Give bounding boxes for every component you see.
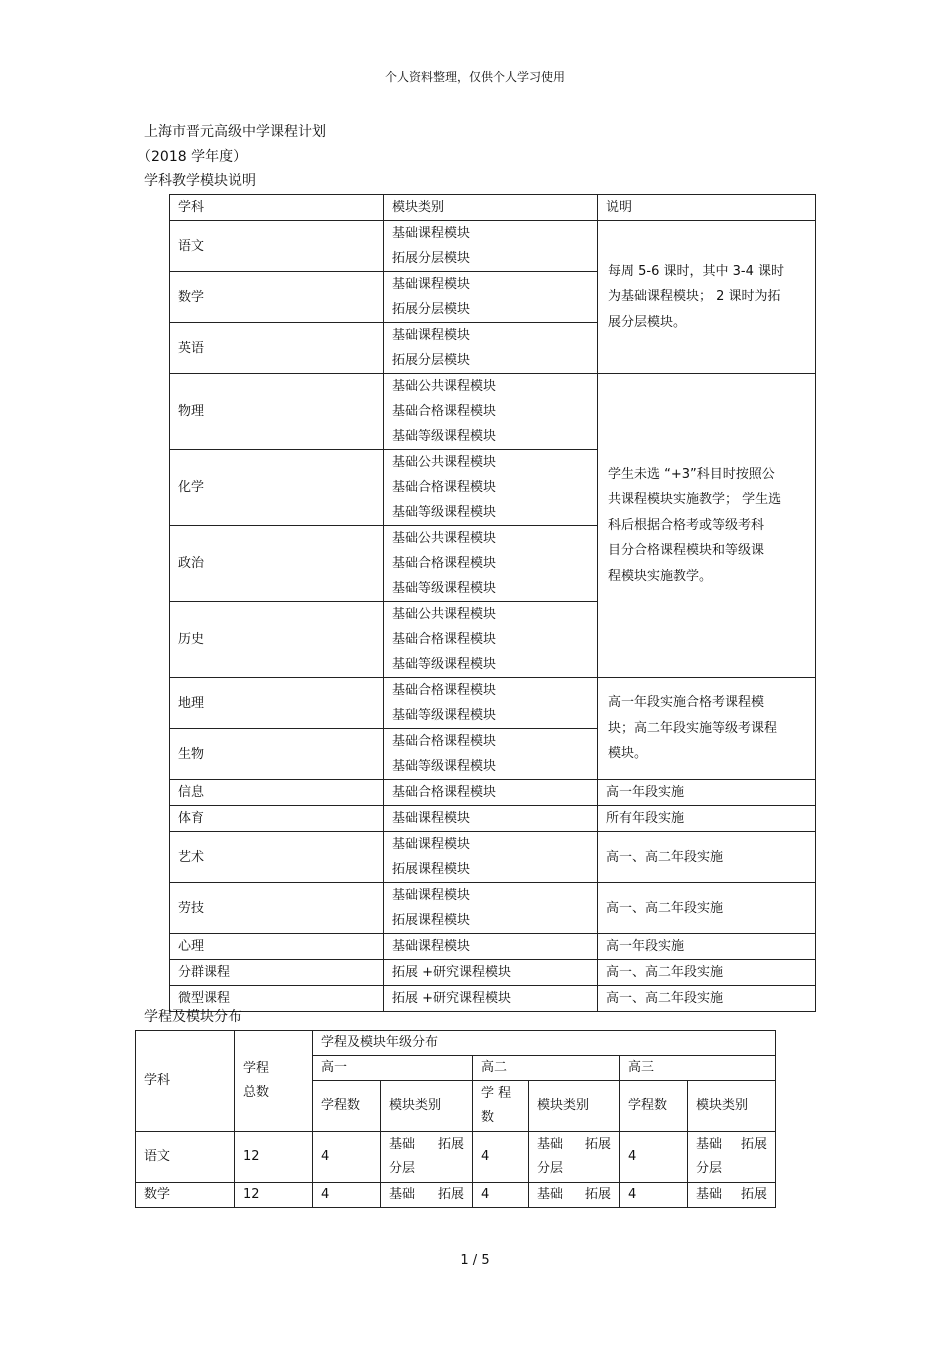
note-line: 每周 5-6 课时，其中 3-4 课时 xyxy=(608,263,784,279)
note-cell: 高一、高二年段实施 xyxy=(598,960,816,986)
module-cell xyxy=(384,832,598,883)
note-line: 模块。 xyxy=(608,746,648,762)
module-line: 基础合格课程模块 xyxy=(392,480,497,495)
header-line: 数 xyxy=(481,1110,495,1125)
note-cell: 高一、高二年段实施 xyxy=(598,883,816,934)
note-geo-bio xyxy=(598,678,816,780)
header-count: 学程数 xyxy=(620,1081,688,1132)
note-line: 高一年段实施合格考课程模 xyxy=(608,695,765,711)
table-row xyxy=(136,1132,776,1183)
type-word: 基础 xyxy=(537,1137,564,1152)
module-description-table xyxy=(169,194,816,1012)
header-row xyxy=(136,1031,776,1056)
type-word: 基础 xyxy=(696,1187,723,1202)
module-cell xyxy=(384,526,598,602)
type-word: 拓展 xyxy=(741,1187,768,1202)
table-row xyxy=(170,780,816,806)
table-row xyxy=(136,1183,776,1208)
type-word: 基础 xyxy=(389,1137,416,1152)
module-line: 拓展分层模块 xyxy=(392,302,471,317)
module-cell: 基础课程模块 xyxy=(384,806,598,832)
module-line: 基础合格课程模块 xyxy=(392,683,497,698)
module-line: 基础课程模块 xyxy=(392,888,471,903)
type-line xyxy=(389,1183,464,1207)
type-word: 拓展 xyxy=(741,1137,768,1152)
type-line: 分层 xyxy=(389,1161,416,1176)
document-title: 上海市晋元高级中学课程计划 xyxy=(144,124,326,140)
module-cell xyxy=(384,272,598,323)
module-cell: 拓展 +研究课程模块 xyxy=(384,960,598,986)
module-line: 拓展分层模块 xyxy=(392,353,471,368)
subject-cell: 化学 xyxy=(170,450,384,526)
subject-cell: 数学 xyxy=(170,272,384,323)
module-cell: 基础合格课程模块 xyxy=(384,780,598,806)
note-cell: 所有年段实施 xyxy=(598,806,816,832)
page-header: 个人资料整理，仅供个人学习使用 xyxy=(384,70,565,84)
grade-1: 高一 xyxy=(313,1056,473,1081)
header-line: 总数 xyxy=(243,1085,270,1100)
header-description: 说明 xyxy=(598,195,816,221)
module-cell xyxy=(384,450,598,526)
header-type: 模块类别 xyxy=(381,1081,473,1132)
total-cell: 12 xyxy=(235,1183,313,1208)
module-cell xyxy=(384,678,598,729)
count-cell: 4 xyxy=(620,1132,688,1183)
header-distribution: 学程及模块年级分布 xyxy=(313,1031,776,1056)
count-cell: 4 xyxy=(473,1132,529,1183)
type-word: 拓展 xyxy=(437,1137,464,1152)
module-line: 基础公共课程模块 xyxy=(392,455,497,470)
header-subject: 学科 xyxy=(136,1031,235,1132)
type-word: 基础 xyxy=(389,1187,416,1202)
module-cell xyxy=(384,323,598,374)
note-cell: 高一年段实施 xyxy=(598,780,816,806)
module-cell xyxy=(384,883,598,934)
subject-cell: 劳技 xyxy=(170,883,384,934)
type-line: 分层 xyxy=(696,1161,723,1176)
note-line: 为基础课程模块； 2 课时为拓 xyxy=(608,289,781,305)
type-line xyxy=(537,1183,611,1207)
type-word: 拓展 xyxy=(584,1137,611,1152)
header-line: 学程 xyxy=(243,1061,270,1076)
module-line: 拓展课程模块 xyxy=(392,862,471,877)
module-line: 基础课程模块 xyxy=(392,226,471,241)
header-type: 模块类别 xyxy=(688,1081,776,1132)
type-cell xyxy=(381,1132,473,1183)
note-line: 块；高二年段实施等级考课程 xyxy=(608,720,778,736)
table-row xyxy=(170,806,816,832)
subject-cell: 心理 xyxy=(170,934,384,960)
note-line: 程模块实施教学。 xyxy=(608,568,713,584)
subject-cell: 分群课程 xyxy=(170,960,384,986)
count-cell: 4 xyxy=(473,1183,529,1208)
note-line: 展分层模块。 xyxy=(608,314,687,330)
table-row xyxy=(170,832,816,883)
module-line: 拓展课程模块 xyxy=(392,913,471,928)
type-word: 基础 xyxy=(537,1187,564,1202)
table-row xyxy=(170,883,816,934)
header-count: 学程数 xyxy=(313,1081,381,1132)
type-cell xyxy=(688,1183,776,1208)
subject-cell: 体育 xyxy=(170,806,384,832)
note-line: 共课程模块实施教学； 学生选 xyxy=(608,492,782,508)
table-row xyxy=(170,678,816,729)
type-line xyxy=(537,1133,611,1157)
subject-cell: 微型课程 xyxy=(170,986,384,1012)
subject-cell: 艺术 xyxy=(170,832,384,883)
module-cell: 拓展 +研究课程模块 xyxy=(384,986,598,1012)
subject-cell: 生物 xyxy=(170,729,384,780)
note-cell: 高一年段实施 xyxy=(598,934,816,960)
table-header-row xyxy=(170,195,816,221)
grade-3: 高三 xyxy=(620,1056,776,1081)
table-row xyxy=(170,960,816,986)
table-row xyxy=(170,221,816,272)
type-cell xyxy=(529,1132,620,1183)
header-module-type: 模块类别 xyxy=(384,195,598,221)
header-type: 模块类别 xyxy=(529,1081,620,1132)
subject-cell: 地理 xyxy=(170,678,384,729)
type-word: 拓展 xyxy=(584,1187,611,1202)
type-cell xyxy=(381,1183,473,1208)
module-line: 基础课程模块 xyxy=(392,277,471,292)
module-line: 基础等级课程模块 xyxy=(392,505,497,520)
module-line: 基础合格课程模块 xyxy=(392,734,497,749)
note-line: 学生未选 “+3”科目时按照公 xyxy=(608,466,775,482)
note-cell: 高一、高二年段实施 xyxy=(598,986,816,1012)
module-cell xyxy=(384,374,598,450)
module-line: 基础公共课程模块 xyxy=(392,379,497,394)
header-total xyxy=(235,1031,313,1132)
subject-cell: 数学 xyxy=(136,1183,235,1208)
module-line: 拓展分层模块 xyxy=(392,251,471,266)
module-line: 基础合格课程模块 xyxy=(392,632,497,647)
total-cell: 12 xyxy=(235,1132,313,1183)
type-line xyxy=(696,1133,767,1157)
count-cell: 4 xyxy=(313,1132,381,1183)
module-line: 基础等级课程模块 xyxy=(392,429,497,444)
subject-cell: 信息 xyxy=(170,780,384,806)
module-line: 基础等级课程模块 xyxy=(392,759,497,774)
note-line: 科后根据合格考或等级考科 xyxy=(608,517,765,533)
section-heading-modules: 学科教学模块说明 xyxy=(144,173,256,189)
module-cell xyxy=(384,602,598,678)
table-row xyxy=(170,986,816,1012)
module-line: 基础等级课程模块 xyxy=(392,581,497,596)
type-word: 基础 xyxy=(696,1137,723,1152)
table-row xyxy=(170,374,816,450)
subject-cell: 语文 xyxy=(136,1132,235,1183)
distribution-table xyxy=(135,1030,776,1208)
note-line: 目分合格课程模块和等级课 xyxy=(608,543,765,559)
type-line: 分层 xyxy=(537,1161,564,1176)
module-line: 基础合格课程模块 xyxy=(392,556,497,571)
module-line: 基础课程模块 xyxy=(392,837,471,852)
module-line: 基础等级课程模块 xyxy=(392,708,497,723)
type-word: 拓展 xyxy=(437,1187,464,1202)
header-subject: 学科 xyxy=(170,195,384,221)
module-line: 基础公共课程模块 xyxy=(392,607,497,622)
note-science-subjects xyxy=(598,374,816,678)
module-line: 基础课程模块 xyxy=(392,328,471,343)
module-cell xyxy=(384,221,598,272)
subject-cell: 语文 xyxy=(170,221,384,272)
subject-cell: 政治 xyxy=(170,526,384,602)
subject-cell: 物理 xyxy=(170,374,384,450)
table-row xyxy=(170,934,816,960)
subject-cell: 英语 xyxy=(170,323,384,374)
module-line: 基础公共课程模块 xyxy=(392,531,497,546)
count-cell: 4 xyxy=(620,1183,688,1208)
section-heading-distribution: 学程及模块分布 xyxy=(144,1009,242,1025)
type-cell xyxy=(529,1183,620,1208)
module-line: 基础合格课程模块 xyxy=(392,404,497,419)
type-line xyxy=(389,1133,464,1157)
header-line: 学 程 xyxy=(481,1086,512,1101)
module-line: 基础等级课程模块 xyxy=(392,657,497,672)
note-cell: 高一、高二年段实施 xyxy=(598,832,816,883)
type-line xyxy=(696,1183,767,1207)
page-number: 1 / 5 xyxy=(460,1253,490,1268)
grade-2: 高二 xyxy=(473,1056,620,1081)
type-cell xyxy=(688,1132,776,1183)
module-cell: 基础课程模块 xyxy=(384,934,598,960)
subject-cell: 历史 xyxy=(170,602,384,678)
header-count xyxy=(473,1081,529,1132)
module-cell xyxy=(384,729,598,780)
school-year: （2018 学年度） xyxy=(137,149,248,165)
count-cell: 4 xyxy=(313,1183,381,1208)
note-core-subjects xyxy=(598,221,816,374)
